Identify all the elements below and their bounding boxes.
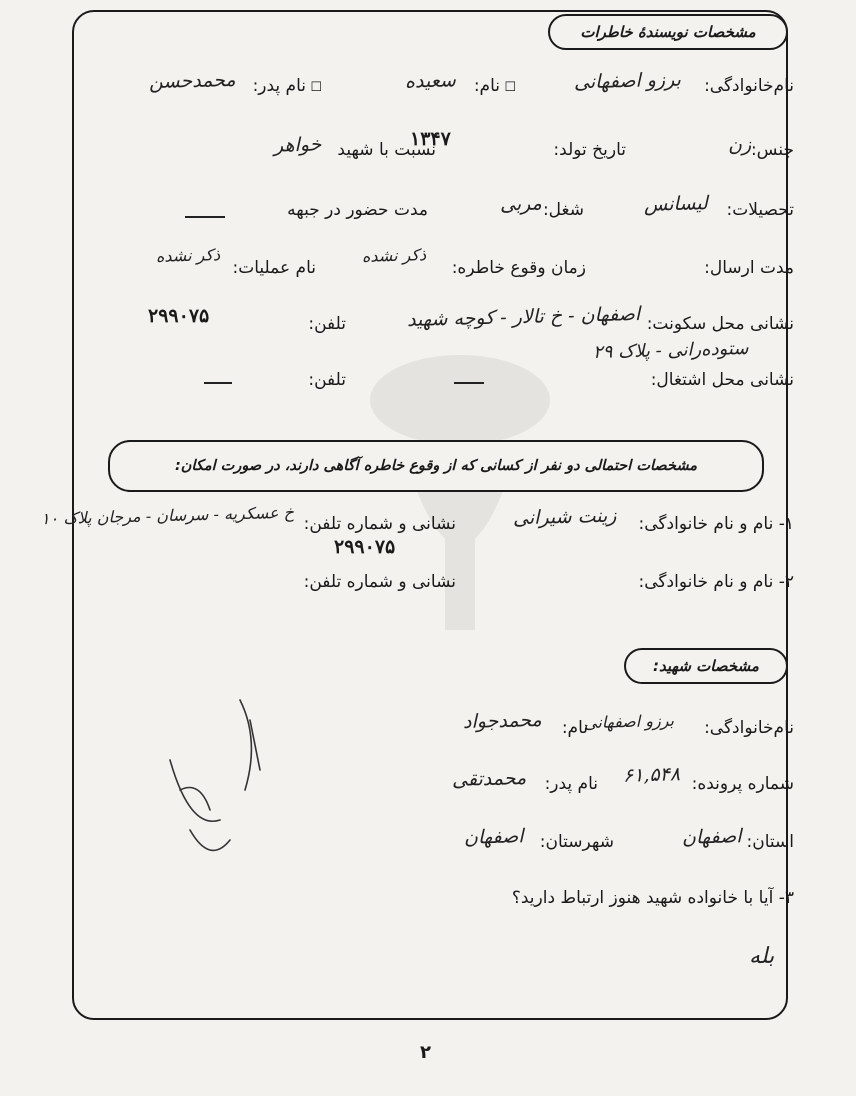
- witness1-address-label: نشانی و شماره تلفن:: [303, 514, 456, 534]
- author-father-label: نام پدر:: [252, 76, 306, 96]
- martyr-province-value: اصفهان: [682, 825, 743, 849]
- author-home-value: اصفهان - خ تالار - کوچه شهید: [406, 302, 641, 332]
- martyr-family-value: برزو اصفهانی: [583, 710, 675, 733]
- martyr-father-value: محمدتقی: [451, 767, 527, 791]
- witness1-name-value: زینت شیرانی: [512, 504, 617, 530]
- martyr-father-label: نام پدر:: [544, 774, 598, 794]
- author-job-label: شغل:: [542, 200, 584, 220]
- martyr-name-value: محمدجواد: [463, 708, 543, 734]
- martyr-file-value: ۶۱,۵۴۸: [622, 763, 681, 787]
- witness2-name-label: ۲- نام و نام خانوادگی:: [638, 572, 794, 592]
- author-work-phone-label: تلفن:: [308, 370, 346, 390]
- author-relation-value: خواهر: [273, 133, 322, 157]
- author-gender-value: زن: [727, 133, 752, 157]
- author-family-label: نام‌خانوادگی:: [704, 76, 794, 96]
- author-family-value: برزو اصفهانی: [573, 68, 682, 94]
- witness1-address-value: خ عسکریه - سرسان - مرجان پلاک ۱۰: [40, 502, 295, 529]
- author-phone-label: تلفن:: [308, 314, 346, 334]
- page-number: ۲: [420, 1042, 431, 1063]
- witness1-phone-value: ۲۹۹۰۷۵: [334, 536, 396, 558]
- author-op-label: نام عملیات:: [232, 258, 316, 278]
- witnesses-section-header: مشخصات احتمالی دو نفر از کسانی که از وقوع خاطره آگاهی دارند، در صورت امکان:: [108, 440, 764, 492]
- author-send-label: مدت ارسال:: [704, 258, 794, 278]
- author-father-value: محمدحسن: [149, 68, 237, 94]
- author-name-label: نام:: [473, 76, 500, 96]
- witness2-address-label: نشانی و شماره تلفن:: [303, 572, 456, 592]
- martyr-section-header: مشخصات شهید:: [624, 648, 788, 684]
- checkbox-icon: ☐: [310, 80, 322, 95]
- checkbox-icon: ☐: [504, 80, 516, 95]
- martyr-family-label: نام‌خانوادگی:: [704, 718, 794, 738]
- author-phone-value: ۲۹۹۰۷۵: [148, 305, 210, 327]
- author-job-value: مربی: [499, 192, 543, 216]
- empty-field-dash: [454, 382, 484, 384]
- author-front-label: مدت حضور در جبهه: [287, 200, 428, 220]
- author-education-value: لیسانس: [643, 192, 709, 216]
- author-work-label: نشانی محل اشتغال:: [650, 370, 794, 390]
- martyr-city-label: شهرستان:: [539, 832, 614, 852]
- author-education-label: تحصیلات:: [726, 200, 794, 220]
- empty-field-dash: [185, 216, 225, 218]
- author-time-label: زمان وقوع خاطره:: [451, 258, 586, 278]
- martyr-file-label: شماره پرونده:: [691, 774, 794, 794]
- author-name-value: سعیده: [404, 69, 457, 93]
- witness1-name-label: ۱- نام و نام خانوادگی:: [638, 514, 794, 534]
- author-home-value-2: ستوده‌رانی - پلاک ۲۹: [592, 337, 749, 364]
- martyr-province-label: استان:: [746, 832, 794, 852]
- martyr-name-label: نام:: [561, 718, 588, 738]
- martyr-contact-question: ۳- آیا با خانواده شهید هنوز ارتباط دارید؟: [511, 888, 794, 908]
- author-section-header: مشخصات نویسندهٔ خاطرات: [548, 14, 788, 50]
- author-home-label: نشانی محل سکونت:: [646, 314, 794, 334]
- martyr-contact-answer: بله: [748, 943, 775, 970]
- author-time-value: ذکر نشده: [361, 245, 427, 266]
- empty-field-dash: [204, 382, 232, 384]
- martyr-city-value: اصفهان: [464, 825, 525, 849]
- author-gender-label: جنس:: [750, 140, 794, 160]
- author-relation-label: نسبت با شهید: [337, 140, 436, 160]
- author-op-value: ذکر نشده: [155, 245, 221, 266]
- author-birth-value: ۱۳۴۷: [410, 128, 451, 150]
- margin-scribble: [150, 680, 280, 870]
- author-birth-label: تاریخ تولد:: [553, 140, 626, 160]
